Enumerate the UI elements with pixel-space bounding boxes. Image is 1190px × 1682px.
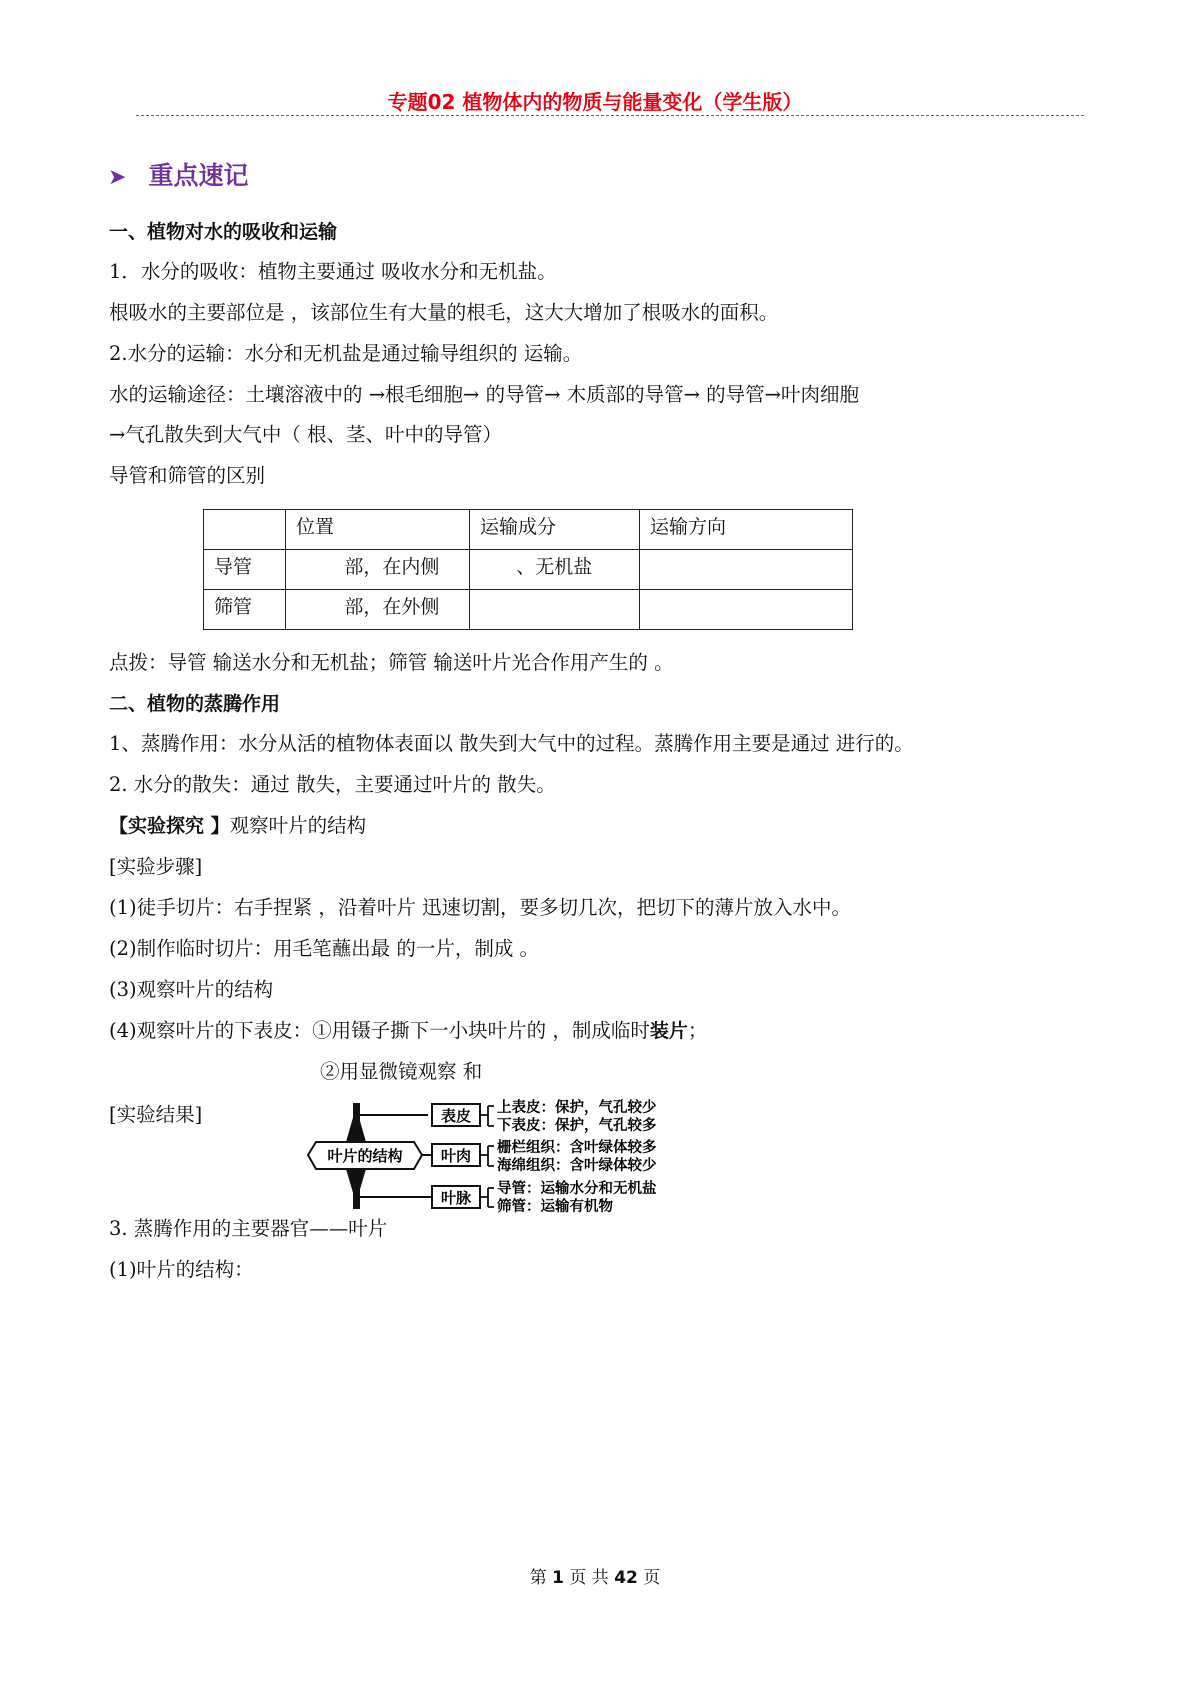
step-4-bold: 装片 <box>649 1020 688 1042</box>
footer-pre: 第 <box>529 1568 547 1588</box>
table-cell <box>204 510 286 550</box>
section-heading-text: 重点速记 <box>148 161 249 190</box>
diagram-item: 筛管：运输有机物 <box>497 1199 613 1215</box>
part2-heading: 二、植物的蒸腾作用 <box>109 693 281 715</box>
table-cell <box>470 590 640 630</box>
table-cell: 、无机盐 <box>470 550 640 590</box>
table-cell: 运输方向 <box>640 510 853 550</box>
step-1: (1)徒手切片：右手捏紧 ，沿着叶片 迅速切割，要多切几次，把切下的薄片放入水中。 <box>109 896 852 919</box>
table-cell <box>640 550 853 590</box>
footer-mid: 页 共 <box>569 1568 609 1588</box>
tip-line: 点拨：导管 输送水分和无机盐；筛管 输送叶片光合作用产生的 。 <box>109 651 674 674</box>
part1-line1: 1．水分的吸收：植物主要通过 吸收水分和无机盐。 <box>109 260 557 283</box>
step-2: (2)制作临时切片：用毛笔蘸出最 的一片，制成 。 <box>109 937 540 960</box>
table-cell: 导管 <box>204 550 286 590</box>
table-row <box>204 510 853 550</box>
table-cell: 运输成分 <box>470 510 640 550</box>
part2-line3: 3. 蒸腾作用的主要器官——叶片 <box>109 1217 388 1240</box>
diagram-connector <box>480 1188 494 1207</box>
diagram-branch-vein: 叶脉 <box>440 1189 472 1207</box>
document-title: 专题02 植物体内的物质与能量变化（学生版） <box>387 90 803 114</box>
section-heading <box>108 156 248 192</box>
page-footer <box>0 1563 1190 1588</box>
part1-line5: →气孔散失到大气中（ 根、茎、叶中的导管） <box>109 423 503 446</box>
table-cell: 部，在外侧 <box>286 590 470 630</box>
experiment-label: 【实验探究 】 <box>109 815 230 837</box>
part1-heading: 一、植物对水的吸收和运输 <box>109 221 338 243</box>
part2-line4: (1)叶片的结构： <box>109 1258 254 1281</box>
step-4 <box>109 1018 707 1044</box>
comparison-table <box>203 509 853 630</box>
diagram-connector <box>480 1106 494 1126</box>
step-4-sub: ②用显微镜观察 和 <box>320 1060 483 1083</box>
footer-post: 页 <box>643 1568 661 1588</box>
table-row <box>204 590 853 630</box>
part1-line3: 2.水分的运输：水分和无机盐是通过输导组织的 运输。 <box>109 342 583 365</box>
diagram-item: 上表皮：保护，气孔较少 <box>497 1100 657 1116</box>
diagram-connector <box>480 1146 494 1166</box>
diagram-branch-epidermis: 表皮 <box>440 1107 472 1125</box>
part1-line4: 水的运输途径：土壤溶液中的 →根毛细胞→ 的导管→ 木质部的导管→ 的导管→叶肉细胞 <box>109 383 859 406</box>
part1-line6: 导管和筛管的区别 <box>109 464 266 487</box>
part1-line2: 根吸水的主要部位是 ，该部位生有大量的根毛，这大大增加了根吸水的面积。 <box>109 301 779 324</box>
diagram-item: 栅栏组织：含叶绿体较多 <box>497 1140 657 1156</box>
footer-page-number: 1 <box>552 1568 564 1588</box>
table-cell <box>640 590 853 630</box>
table-row <box>204 550 853 590</box>
diagram-item: 海绵组织：含叶绿体较少 <box>497 1158 657 1174</box>
diagram-connector <box>346 1107 366 1142</box>
diagram-item: 导管：运输水分和无机盐 <box>497 1181 657 1197</box>
result-label: [实验结果] <box>109 1103 203 1126</box>
step-4-text: (4)观察叶片的下表皮：①用镊子撕下一小块叶片的 ，制成临时 <box>109 1019 650 1042</box>
table-cell: 位置 <box>286 510 470 550</box>
title-divider <box>136 115 1084 116</box>
part2-line1: 1、蒸腾作用：水分从活的植物体表面以 散失到大气中的过程。蒸腾作用主要是通过 进行的。 <box>109 732 914 755</box>
diagram-item: 下表皮：保护，气孔较多 <box>497 1118 657 1134</box>
table-cell: 筛管 <box>204 590 286 630</box>
diagram-root-label: 叶片的结构 <box>327 1147 403 1165</box>
steps-label: [实验步骤] <box>109 855 203 878</box>
footer-total-pages: 42 <box>614 1568 638 1588</box>
step-3: (3)观察叶片的结构 <box>109 978 274 1001</box>
experiment-line <box>109 813 366 839</box>
table-cell: 部，在内侧 <box>286 550 470 590</box>
step-4-end: ； <box>687 1019 708 1042</box>
part2-line2: 2. 水分的散失：通过 散失，主要通过叶片的 散失。 <box>109 773 556 796</box>
leaf-structure-diagram <box>298 1097 738 1215</box>
diagram-branch-mesophyll: 叶肉 <box>440 1147 472 1165</box>
experiment-title: 观察叶片的结构 <box>229 814 367 837</box>
arrow-bullet-icon: ➤ <box>108 165 127 190</box>
